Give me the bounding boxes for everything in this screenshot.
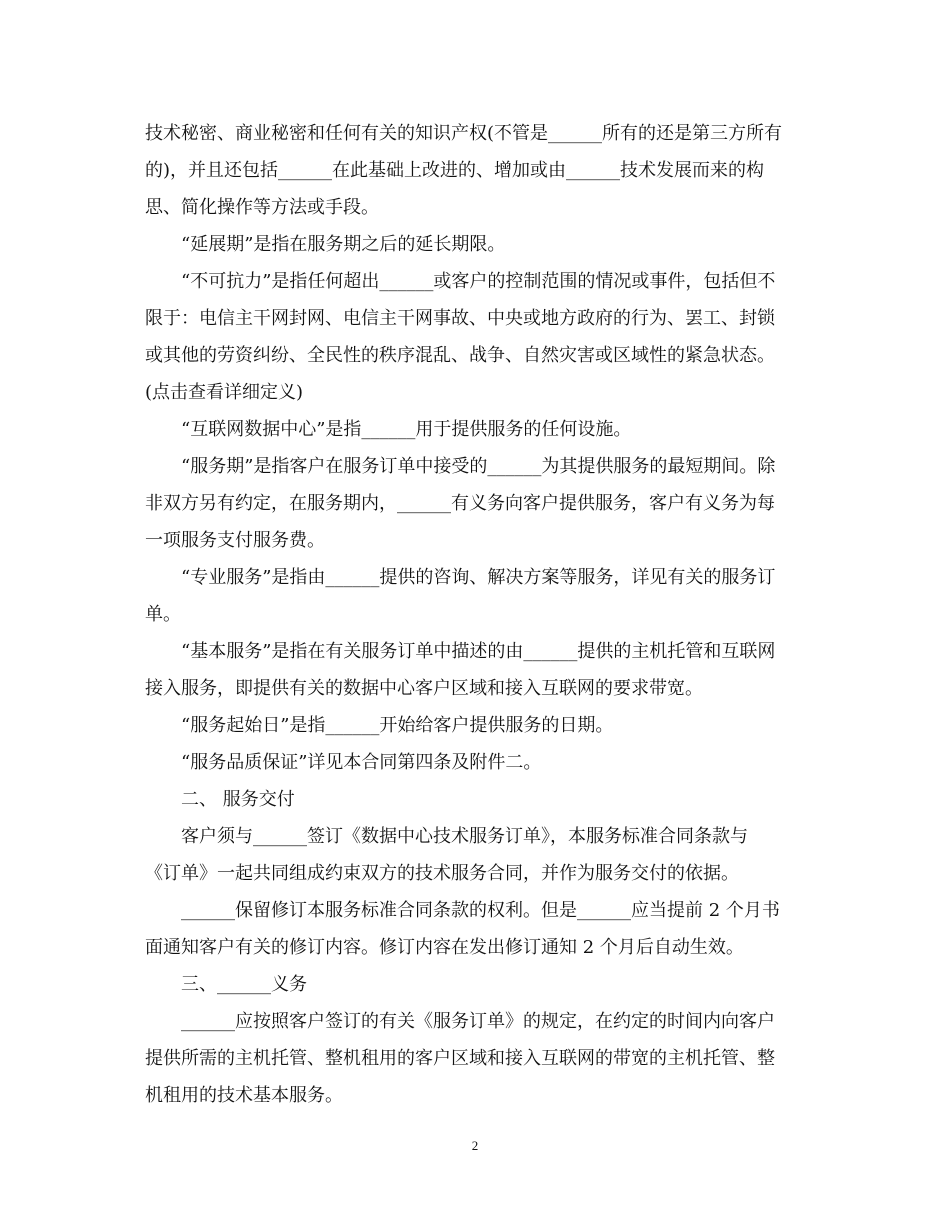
document-body	[145, 115, 815, 1114]
text-line: 单。	[145, 604, 181, 625]
text-line: 三、______义务	[181, 974, 307, 995]
text-line: 接入服务，即提供有关的数据中心客户区域和接入互联网的要求带宽。	[145, 678, 703, 699]
text-line: “服务期”是指客户在服务订单中接受的______为其提供服务的最短期间。除	[181, 456, 776, 477]
text-line: ______保留修订本服务标准合同条款的权利。但是______应当提前 2 个月书	[181, 900, 780, 921]
text-line: “不可抗力”是指任何超出______或客户的控制范围的情况或事件，包括但不	[181, 271, 776, 292]
text-line: 二、 服务交付	[181, 789, 295, 810]
text-line: 限于：电信主干网封网、电信主干网事故、中央或地方政府的行为、罢工、封锁	[145, 308, 775, 329]
text-line: “服务起始日”是指______开始给客户提供服务的日期。	[181, 715, 614, 736]
text-line: ______应按照客户签订的有关《服务订单》的规定，在约定的时间内向客户	[181, 1011, 775, 1032]
text-line: 或其他的劳资纠纷、全民性的秩序混乱、战争、自然灾害或区域性的紧急状态。	[145, 345, 775, 366]
text-line: “服务品质保证”详见本合同第四条及附件二。	[181, 752, 542, 773]
text-line: 提供所需的主机托管、整机租用的客户区域和接入互联网的带宽的主机托管、整	[145, 1048, 775, 1069]
text-line: “延展期”是指在服务期之后的延长期限。	[181, 234, 506, 255]
text-line: 客户须与______签订《数据中心技术服务订单》，本服务标准合同条款与	[181, 826, 748, 847]
text-line: (点击查看详细定义)	[145, 382, 304, 403]
text-line: 一项服务支付服务费。	[145, 530, 325, 551]
text-line: 机租用的技术基本服务。	[145, 1085, 343, 1106]
text-line: 面通知客户有关的修订内容。修订内容在发出修订通知 2 个月后自动生效。	[145, 937, 744, 958]
text-line: “基本服务”是指在有关服务订单中描述的由______提供的主机托管和互联网	[181, 641, 776, 662]
text-line: “互联网数据中心”是指______用于提供服务的任何设施。	[181, 419, 632, 440]
text-line: 非双方另有约定，在服务期内，______有义务向客户提供服务，客户有义务为每	[145, 493, 775, 514]
text-line: 思、简化操作等方法或手段。	[145, 197, 379, 218]
text-line: “专业服务”是指由______提供的咨询、解决方案等服务，详见有关的服务订	[181, 567, 776, 588]
text-line: 的)，并且还包括______在此基础上改进的、增加或由______技术发展而来的构	[145, 160, 765, 181]
page-number: 2	[471, 1138, 479, 1153]
text-line: 技术秘密、商业秘密和任何有关的知识产权(不管是______所有的还是第三方所有	[145, 123, 783, 144]
text-line: 《订单》一起共同组成约束双方的技术服务合同，并作为服务交付的依据。	[145, 863, 739, 884]
